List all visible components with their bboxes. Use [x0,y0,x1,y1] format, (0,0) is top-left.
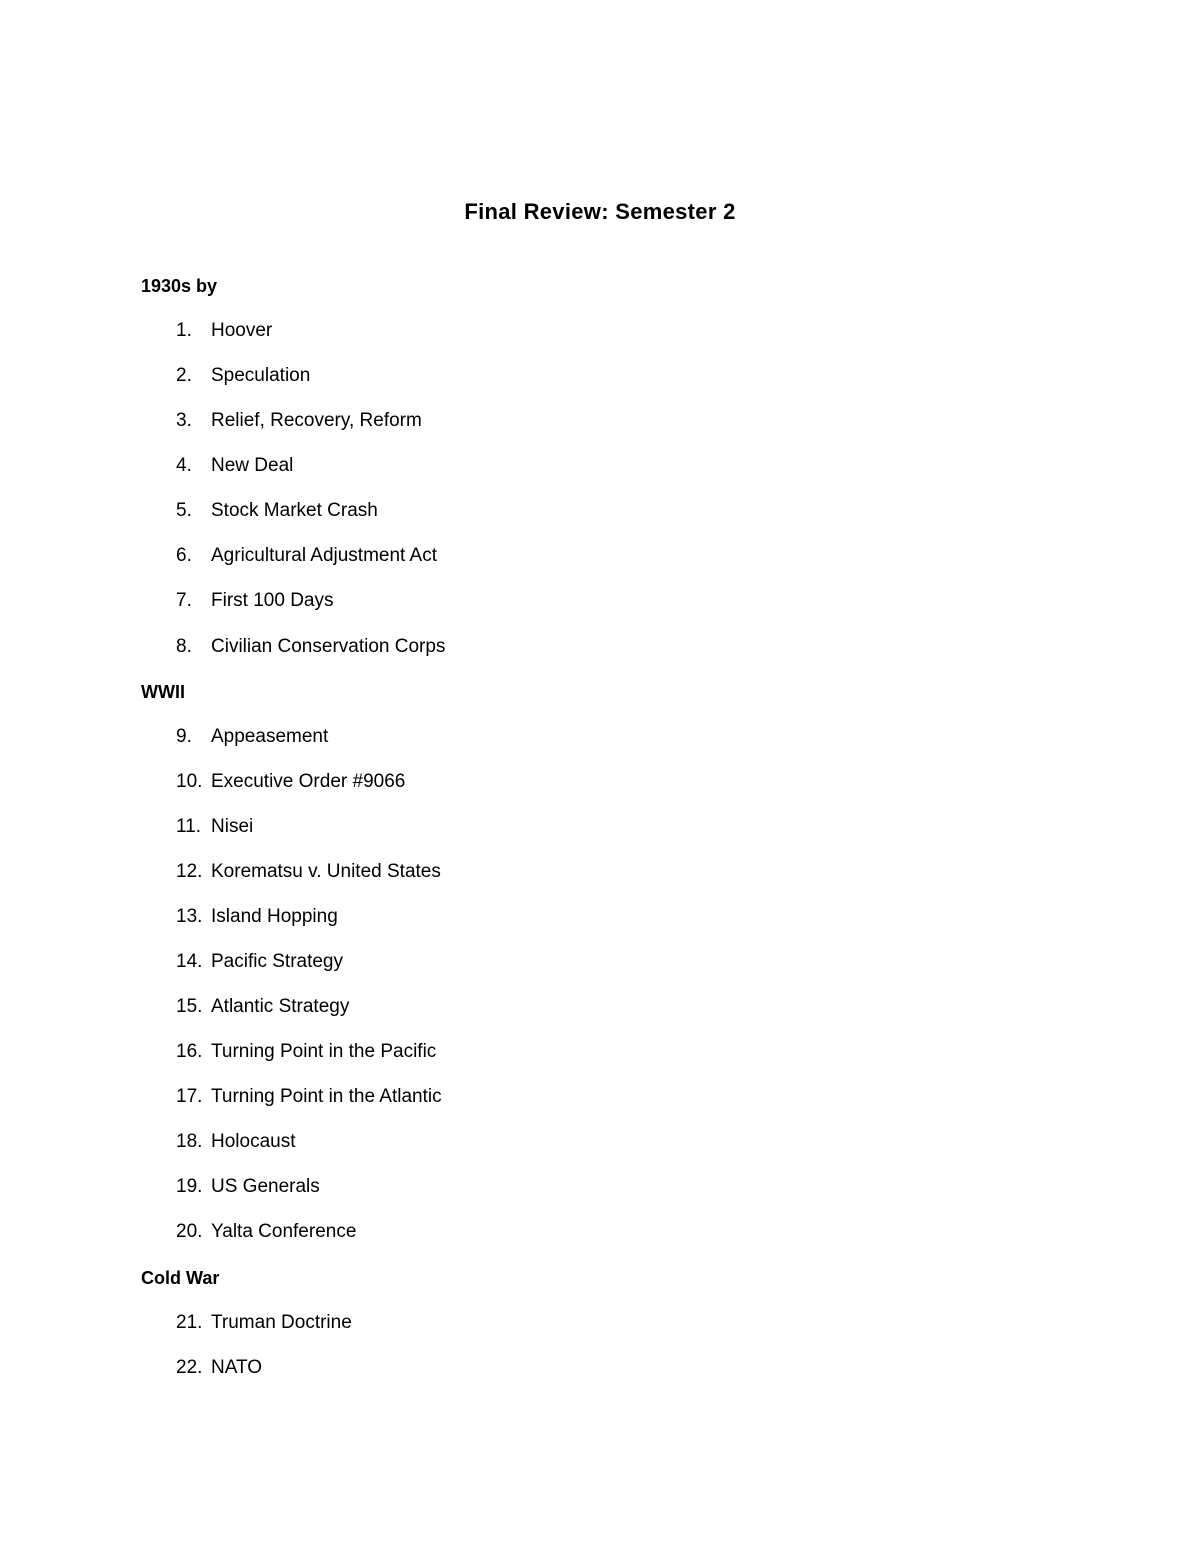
list-item [176,816,253,838]
list-item [176,455,293,477]
section-heading-wwii: WWII [141,682,185,702]
section-heading-1930s: 1930s by [141,276,218,296]
item-text: Civilian Conservation Corps [211,636,446,657]
page-title: Final Review: Semester 2 [464,199,736,224]
item-number: 21. [176,1312,203,1333]
item-text: Agricultural Adjustment Act [211,545,437,566]
item-number: 15. [176,996,203,1017]
list-item [176,500,378,522]
list-item [176,1041,436,1063]
item-text: First 100 Days [211,590,334,611]
item-text: Turning Point in the Pacific [211,1041,437,1062]
item-text: Appeasement [211,726,329,747]
item-number: 4. [176,455,192,476]
item-number: 7. [176,590,192,611]
list-item [176,590,333,612]
section-heading-cold-war: Cold War [141,1268,220,1288]
item-number: 9. [176,726,192,747]
item-text: Turning Point in the Atlantic [211,1086,442,1107]
item-text: Executive Order #9066 [211,771,406,792]
item-text: Island Hopping [211,906,338,927]
item-number: 16. [176,1041,203,1062]
item-number: 17. [176,1086,203,1107]
item-text: Relief, Recovery, Reform [211,410,422,431]
list-item [176,996,349,1018]
list-item [176,861,441,883]
item-number: 14. [176,951,203,972]
list-item [176,951,343,973]
list-item [176,1312,352,1334]
list-item [176,1221,356,1243]
item-number: 11. [176,816,202,837]
list-item [176,1131,296,1153]
item-number: 8. [176,636,192,657]
item-number: 19. [176,1176,203,1197]
item-text: Korematsu v. United States [211,861,441,882]
item-text: US Generals [211,1176,320,1197]
item-number: 18. [176,1131,203,1152]
item-number: 13. [176,906,203,927]
item-number: 6. [176,545,192,566]
list-item [176,1086,442,1108]
item-text: New Deal [211,455,294,476]
list-item [176,771,405,793]
item-number: 3. [176,410,192,431]
item-text: Pacific Strategy [211,951,343,972]
item-text: Stock Market Crash [211,500,378,521]
list-item [176,1176,320,1198]
list-item [176,365,310,387]
item-number: 1. [176,320,192,341]
item-text: Atlantic Strategy [211,996,350,1017]
item-number: 10. [176,771,203,792]
list-item [176,410,422,432]
list-item [176,545,437,567]
item-text: Hoover [211,320,273,341]
item-number: 20. [176,1221,203,1242]
item-number: 5. [176,500,192,521]
list-item [176,726,328,748]
item-text: Yalta Conference [211,1221,357,1242]
list-item [176,320,272,342]
item-text: Truman Doctrine [211,1312,352,1333]
item-number: 22. [176,1357,203,1378]
item-text: Nisei [211,816,254,837]
item-text: Holocaust [211,1131,296,1152]
item-number: 12. [176,861,203,882]
item-number: 2. [176,365,192,386]
list-item [176,636,445,658]
list-item [176,906,338,928]
item-text: NATO [211,1357,263,1378]
item-text: Speculation [211,365,311,386]
list-item [176,1357,262,1379]
